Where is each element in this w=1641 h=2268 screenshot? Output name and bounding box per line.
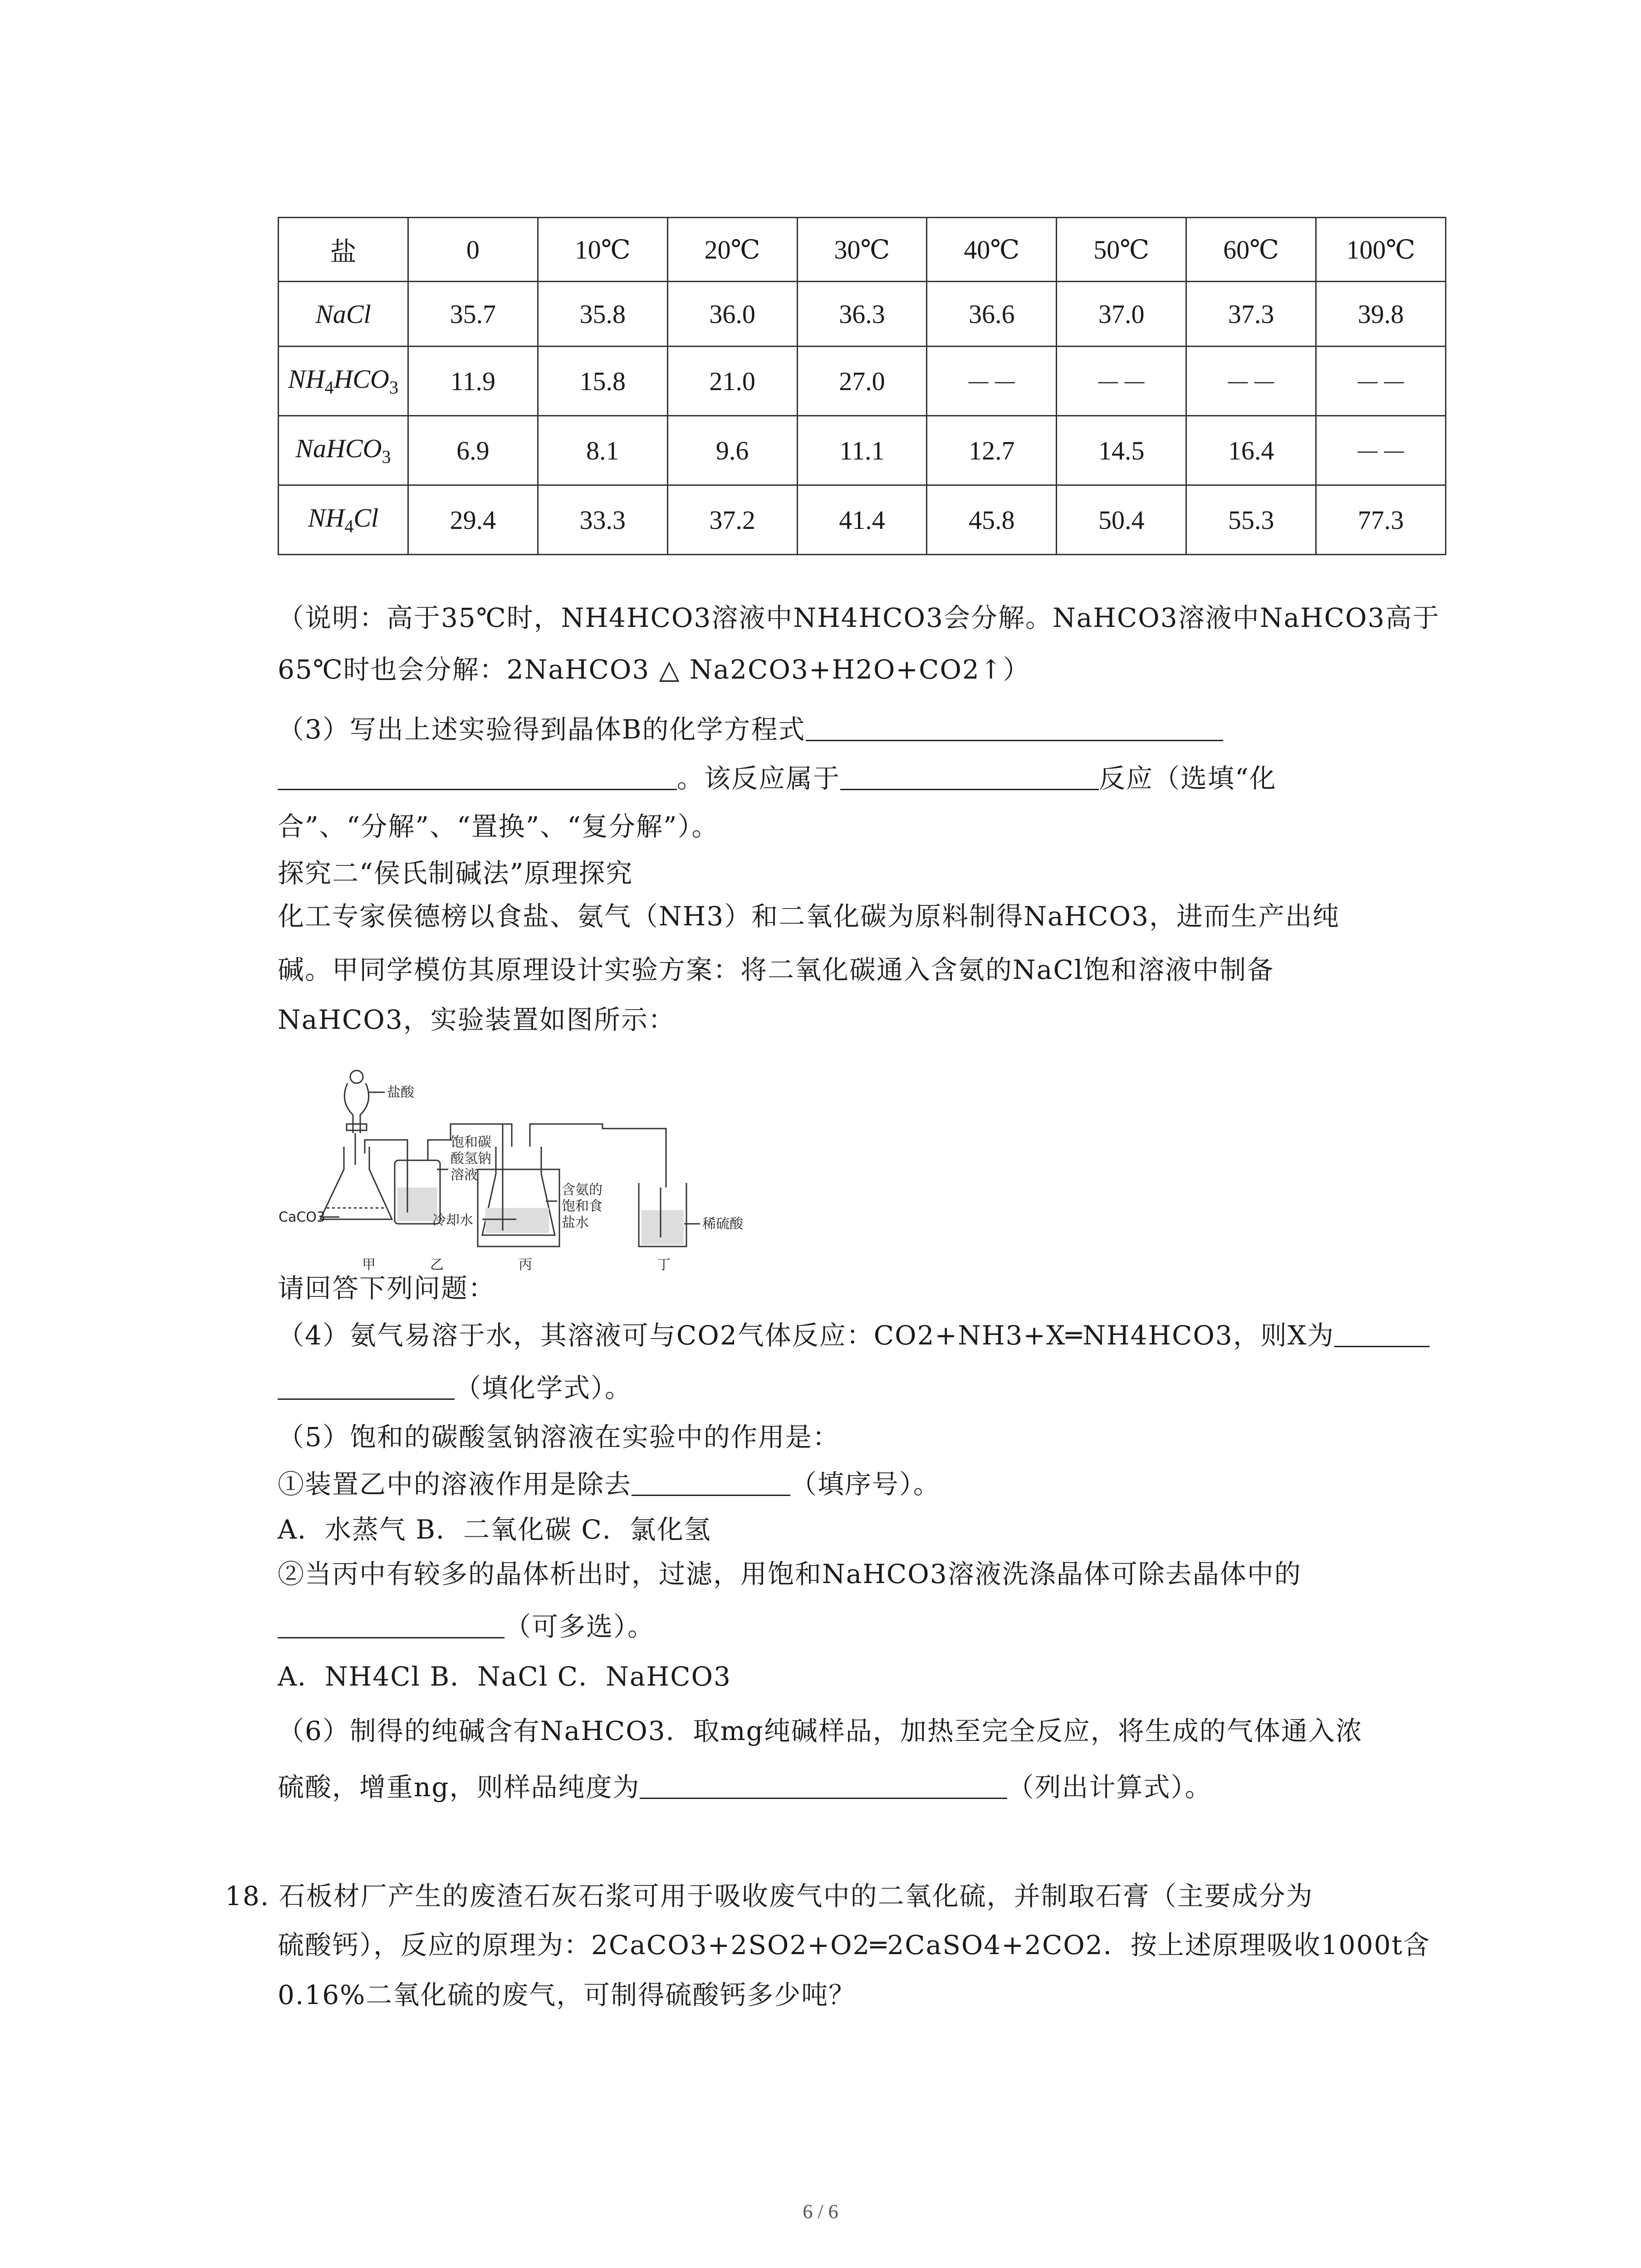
q18-line-2: 硫酸钙），反应的原理为：2CaCO3+2SO2+O2═2CaSO4+2CO2．按上述原理吸收1000t含 <box>278 1930 1430 1960</box>
separatory-funnel <box>344 1083 369 1133</box>
table-row <box>279 282 1446 347</box>
section-2-p1: 化工专家侯德榜以食盐、氨气（NH3）和二氧化碳为原料制得NaHCO3，进而生产出纯 <box>278 901 1340 932</box>
ammoniated-brine <box>485 1208 549 1233</box>
table-cell: 29.4 <box>408 485 538 555</box>
table-header-cell: 30℃ <box>797 218 927 282</box>
table-cell: 36.3 <box>797 282 927 347</box>
q4-answer-blank-1[interactable] <box>1334 1319 1430 1347</box>
q5-sub1-options: A．水蒸气 B．二氧化碳 C．氯化氢 <box>278 1514 711 1545</box>
label-jia: 甲 <box>362 1257 376 1273</box>
table-cell: 37.3 <box>1186 282 1316 347</box>
table-cell: 9.6 <box>667 416 797 485</box>
table-row <box>279 347 1446 416</box>
q5-sub2-tail: （可多选）。 <box>505 1611 655 1642</box>
table-cell: 35.8 <box>538 282 667 347</box>
q5-sub2-options: A．NH4Cl B．NaCl C．NaHCO3 <box>278 1661 731 1692</box>
table-cell: 6.9 <box>408 416 538 485</box>
table-cell: 36.0 <box>667 282 797 347</box>
table-header-row <box>279 218 1446 282</box>
table-cell: 37.2 <box>667 485 797 555</box>
q5-sub1-tail: （填序号）。 <box>790 1469 941 1500</box>
table-header-cell: 20℃ <box>667 218 797 282</box>
q5-sub1 <box>278 1466 941 1502</box>
table-cell: －－ <box>1186 347 1316 416</box>
table-cell: 12.7 <box>927 416 1057 485</box>
table-cell: 27.0 <box>797 347 927 416</box>
q5-sub1-text: ①装置乙中的溶液作用是除去 <box>278 1469 632 1500</box>
q5-sub1-blank[interactable] <box>632 1467 790 1496</box>
label-caco3: CaCO3 <box>279 1209 325 1225</box>
salt-cell: $NH_4HCO_3$ <box>279 347 408 416</box>
table-header-cell: 50℃ <box>1057 218 1186 282</box>
table-cell: －－ <box>927 347 1057 416</box>
table-cell: 8.1 <box>538 416 667 485</box>
label-cooling-water: 冷却水 <box>432 1212 473 1228</box>
label-dilute-h2so4: 稀硫酸 <box>702 1216 743 1232</box>
q4-text: （4）氨气易溶于水，其溶液可与CO2气体反应：CO2+NH3+X═NH4HCO3，则X为 <box>278 1320 1335 1351</box>
table-cell: 16.4 <box>1186 416 1316 485</box>
section-2-title: 探究二“侯氏制碱法”原理探究 <box>278 858 633 889</box>
table-cell: 15.8 <box>538 347 667 416</box>
table-cell: 21.0 <box>667 347 797 416</box>
funnel-valve <box>347 1124 367 1130</box>
table-cell: 50.4 <box>1057 485 1186 555</box>
table-cell: 41.4 <box>797 485 927 555</box>
table-header-cell: 10℃ <box>538 218 667 282</box>
dilute-acid <box>642 1210 684 1245</box>
note-line-1: （说明：高于35℃时，NH4HCO3溶液中NH4HCO3会分解。NaHCO3溶液中NaHCO3高于 <box>278 602 1440 633</box>
label-nh3-brine-3: 盐水 <box>562 1215 589 1231</box>
page-number: 6 / 6 <box>803 2200 838 2223</box>
label-sat-nahco3-2: 酸氢钠 <box>451 1151 491 1167</box>
label-ding: 丁 <box>657 1257 671 1273</box>
solubility-table <box>278 217 1446 555</box>
label-sat-nahco3-3: 溶液 <box>451 1167 478 1183</box>
section-2-p2: 碱。甲同学模仿其原理设计实验方案：将二氧化碳通入含氨的NaCl饱和溶液中制备 <box>278 954 1274 985</box>
table-row <box>279 416 1446 485</box>
label-yi: 乙 <box>430 1257 444 1273</box>
salt-cell: $NH_4Cl$ <box>279 485 408 555</box>
q5-sub2: ②当丙中有较多的晶体析出时，过滤，用饱和NaHCO3溶液洗涤晶体可除去晶体中的 <box>278 1559 1302 1589</box>
table-cell: 37.0 <box>1057 282 1186 347</box>
salt-cell: NaCl <box>279 282 408 347</box>
table-cell: 77.3 <box>1316 485 1446 555</box>
q3-answer-blank-1[interactable] <box>806 713 1223 741</box>
q3-text: （3）写出上述实验得到晶体B的化学方程式 <box>278 714 806 745</box>
funnel-stopper <box>350 1070 363 1083</box>
table-header-cell: 0 <box>408 218 538 282</box>
label-sat-nahco3-1: 饱和碳 <box>451 1134 491 1150</box>
table-cell: －－ <box>1316 347 1446 416</box>
section-2-p3: NaHCO3，实验装置如图所示： <box>278 1004 676 1035</box>
q3-answer-blank-2[interactable] <box>278 762 677 790</box>
q6-line-2 <box>278 1769 1212 1805</box>
label-bing: 丙 <box>519 1257 532 1273</box>
q3-text-2: 。该反应属于 <box>677 763 841 794</box>
q4-answer-blank-2[interactable] <box>278 1371 455 1400</box>
q6-answer-blank[interactable] <box>640 1770 1007 1799</box>
note-line-2: 65℃时也会分解：2NaHCO3 △ Na2CO3+H2O+CO2↑） <box>278 654 1030 685</box>
q18-line-3: 0.16%二氧化硫的废气，可制得硫酸钙多少吨？ <box>278 1980 856 2010</box>
q5-title: （5）饱和的碳酸氢钠溶液在实验中的作用是： <box>278 1422 840 1452</box>
q5-sub2-blank[interactable] <box>278 1610 505 1638</box>
table-cell: 39.8 <box>1316 282 1446 347</box>
table-cell: 33.3 <box>538 485 667 555</box>
q3-line-1 <box>278 711 1223 748</box>
q6-tail: （列出计算式）。 <box>1007 1772 1212 1803</box>
q18-line-1: 18. 石板材厂产生的废渣石灰石浆可用于吸收废气中的二氧化硫，并制取石膏（主要成分为 <box>225 1881 1313 1911</box>
table-cell: 35.7 <box>408 282 538 347</box>
table-header-cell: 100℃ <box>1316 218 1446 282</box>
q4-line-1 <box>278 1317 1430 1354</box>
table-cell: 55.3 <box>1186 485 1316 555</box>
nahco3-solution <box>397 1188 437 1221</box>
q6-text: 硫酸，增重ng，则样品纯度为 <box>278 1772 640 1803</box>
q3-text-2b: 反应（选填“化 <box>1099 763 1277 794</box>
table-cell: －－ <box>1057 347 1186 416</box>
q3-reaction-type-blank[interactable] <box>840 762 1099 790</box>
q4-line-2 <box>278 1370 632 1406</box>
q3-line-3: 合”、“分解”、“置换”、“复分解”）。 <box>278 811 719 842</box>
salt-cell: NaHCO$_3$ <box>279 416 408 485</box>
table-header-cell: 盐 <box>279 218 408 282</box>
table-header-cell: 60℃ <box>1186 218 1316 282</box>
table-cell: 45.8 <box>927 485 1057 555</box>
table-row <box>279 485 1446 555</box>
label-nh3-brine-2: 饱和食 <box>562 1198 603 1214</box>
q4-text-2: （填化学式）。 <box>455 1373 632 1403</box>
label-hcl: 盐酸 <box>387 1085 414 1100</box>
connecting-tube-1 <box>365 1140 407 1160</box>
table-cell: 14.5 <box>1057 416 1186 485</box>
table-cell: －－ <box>1316 416 1446 485</box>
q5-sub2-line-2 <box>278 1608 655 1645</box>
prompt-line: 请回答下列问题： <box>278 1273 496 1304</box>
table-cell: 11.1 <box>797 416 927 485</box>
table-cell: 11.9 <box>408 347 538 416</box>
q6-line-1: （6）制得的纯碱含有NaHCO3．取mg纯碱样品，加热至完全反应，将生成的气体通入浓 <box>278 1716 1363 1746</box>
apparatus-figure <box>276 1056 843 1278</box>
label-nh3-brine-1: 含氨的 <box>562 1182 603 1198</box>
table-header-cell: 40℃ <box>927 218 1057 282</box>
table-cell: 36.6 <box>927 282 1057 347</box>
q3-line-2 <box>278 760 1277 797</box>
